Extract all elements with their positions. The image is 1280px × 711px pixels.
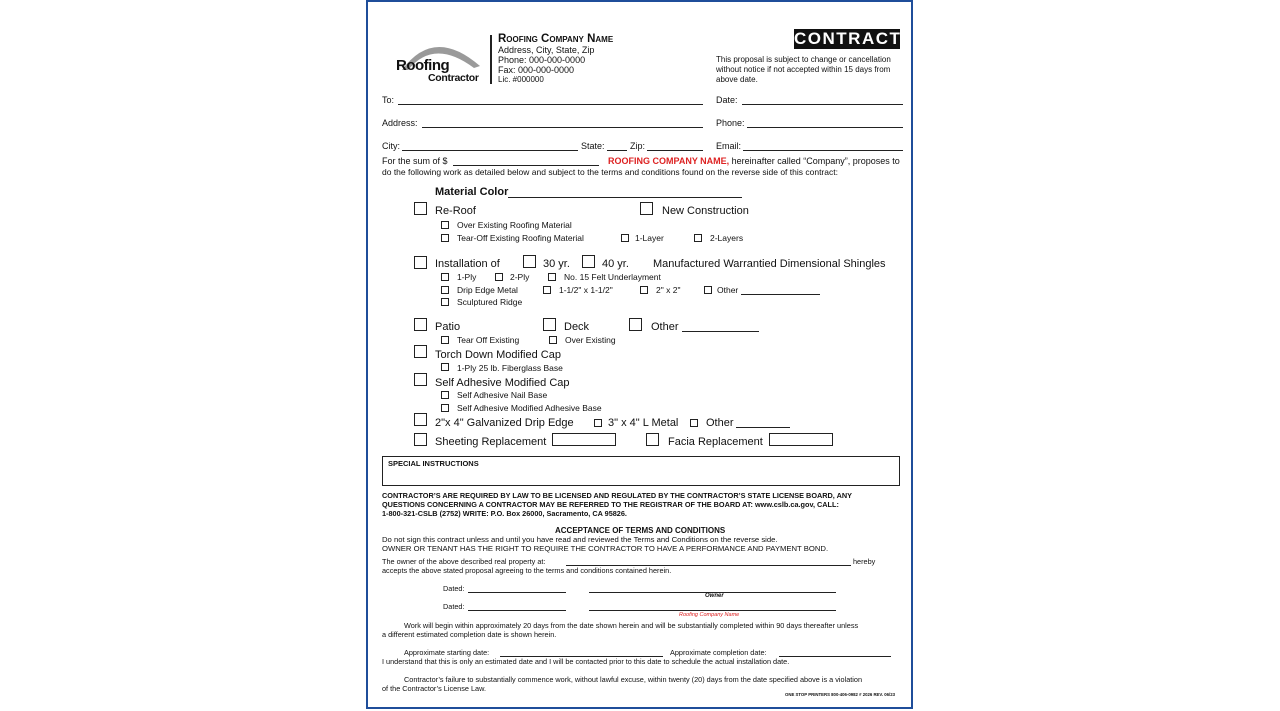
accepts-line: accepts the above stated proposal agreeing to the terms and conditions contained herein.: [382, 566, 672, 575]
one-layer-label: 1-Layer: [635, 233, 664, 243]
galvanized-checkbox[interactable]: [414, 413, 427, 426]
over-existing-patio-label: Over Existing: [565, 335, 616, 345]
sum-field[interactable]: [453, 165, 599, 166]
special-instructions-box[interactable]: [382, 456, 900, 486]
owner-date-field[interactable]: [468, 592, 566, 593]
over-existing-checkbox[interactable]: [441, 221, 449, 229]
notice-line-1: This proposal is subject to change or cancellation: [716, 55, 891, 64]
reroof-checkbox[interactable]: [414, 202, 427, 215]
material-color-label: Material Color: [435, 186, 509, 198]
company-signature-field[interactable]: [589, 610, 836, 611]
zip-field[interactable]: [647, 150, 703, 151]
nail-base-checkbox[interactable]: [441, 391, 449, 399]
self-adhesive-label: Self Adhesive Modified Cap: [435, 377, 570, 389]
sheeting-qty-box[interactable]: [552, 433, 616, 446]
understand-line: I understand that this is only an estimated date and I will be contacted prior to this date to schedule the actual installation date.: [382, 657, 790, 666]
logo-word-contractor: Contractor: [428, 72, 479, 84]
printer-footer: ONE STOP PRINTERS 800-406-0982 # 2026 REV. 06/23: [785, 692, 896, 697]
other-l-field[interactable]: [736, 427, 790, 428]
patio-label: Patio: [435, 321, 461, 333]
over-existing-label: Over Existing Roofing Material: [457, 220, 572, 230]
torch-down-label: Torch Down Modified Cap: [435, 349, 561, 361]
city-field[interactable]: [402, 150, 578, 151]
other-drip-checkbox[interactable]: [704, 286, 712, 294]
state-label: State:: [581, 141, 605, 151]
thirty-yr-checkbox[interactable]: [523, 255, 536, 268]
sheeting-checkbox[interactable]: [414, 433, 427, 446]
contract-page: [366, 0, 913, 709]
two-layers-label: 2-Layers: [710, 233, 744, 243]
notice-line-3: above date.: [716, 75, 758, 84]
acceptance-line-2: OWNER OR TENANT HAS THE RIGHT TO REQUIRE THE CONTRACTOR TO HAVE A PERFORMANCE AND PAYMENT BOND.: [382, 544, 829, 553]
other-drip-field[interactable]: [741, 294, 820, 295]
phone-label: Phone:: [716, 118, 745, 128]
other-l-checkbox[interactable]: [690, 419, 698, 427]
one-ply-label: 1-Ply: [457, 272, 477, 282]
company-signature-caption: Roofing Company Name: [679, 612, 740, 618]
fiberglass-base-label: 1-Ply 25 lb. Fiberglass Base: [457, 363, 563, 373]
tear-off-label: Tear-Off Existing Roofing Material: [457, 233, 584, 243]
self-adhesive-checkbox[interactable]: [414, 373, 427, 386]
tear-off-existing-checkbox[interactable]: [441, 336, 449, 344]
sum-company-line: [608, 156, 900, 166]
license-notice-line-1: CONTRACTOR’S ARE REQUIRED BY LAW TO BE LICENSED AND REGULATED BY THE CONTRACTOR’S STATE LICENSE BOARD, ANY: [382, 491, 852, 500]
date-label: Date:: [716, 95, 738, 105]
felt-checkbox[interactable]: [548, 273, 556, 281]
facia-checkbox[interactable]: [646, 433, 659, 446]
deck-checkbox[interactable]: [543, 318, 556, 331]
other-patio-checkbox[interactable]: [629, 318, 642, 331]
special-instructions-label: SPECIAL INSTRUCTIONS: [388, 459, 479, 468]
forty-yr-checkbox[interactable]: [582, 255, 595, 268]
two-layers-checkbox[interactable]: [694, 234, 702, 242]
company-fax: Fax: 000-000-0000: [498, 65, 575, 75]
sheeting-label: Sheeting Replacement: [435, 436, 547, 448]
reroof-label: Re-Roof: [435, 205, 476, 217]
deck-label: Deck: [564, 321, 590, 333]
contract-title: CONTRACT: [794, 29, 902, 48]
hereby-label: hereby: [853, 557, 876, 566]
to-field[interactable]: [398, 104, 703, 105]
drip-edge-metal-checkbox[interactable]: [441, 286, 449, 294]
acceptance-title: ACCEPTANCE OF TERMS AND CONDITIONS: [555, 526, 726, 535]
sculptured-ridge-checkbox[interactable]: [441, 298, 449, 306]
sum-company-name: ROOFING COMPANY NAME,: [608, 156, 730, 166]
new-construction-checkbox[interactable]: [640, 202, 653, 215]
address-label: Address:: [382, 118, 418, 128]
new-construction-label: New Construction: [662, 205, 749, 217]
tear-off-checkbox[interactable]: [441, 234, 449, 242]
email-label: Email:: [716, 141, 742, 151]
company-name: Roofing Company Name: [498, 33, 614, 45]
two-ply-label: 2-Ply: [510, 272, 530, 282]
logo-divider: [490, 35, 492, 84]
state-field[interactable]: [607, 150, 627, 151]
sculptured-ridge-label: Sculptured Ridge: [457, 297, 523, 307]
facia-qty-box[interactable]: [769, 433, 833, 446]
torch-down-checkbox[interactable]: [414, 345, 427, 358]
size-1-5-label: 1-1/2" x 1-1/2": [559, 285, 613, 295]
sum-line-2: do the following work as detailed below and subject to the terms and conditions found on the reverse side of this contract:: [382, 167, 838, 177]
installation-checkbox[interactable]: [414, 256, 427, 269]
material-color-field[interactable]: [508, 197, 742, 198]
size-2-label: 2" x 2": [656, 285, 681, 295]
one-ply-checkbox[interactable]: [441, 273, 449, 281]
sum-suffix: hereinafter called “Company”, proposes to: [729, 156, 900, 166]
failure-line-1: Contractor’s failure to substantially commence work, without lawful excuse, within twenty (20) days from the date specified above is a violation: [404, 675, 863, 684]
failure-line-2: of the Contractor’s License Law.: [382, 684, 486, 693]
sum-prefix: For the sum of $: [382, 156, 448, 166]
adhesive-base-label: Self Adhesive Modified Adhesive Base: [457, 403, 602, 413]
one-layer-checkbox[interactable]: [621, 234, 629, 242]
company-license: Lic. #000000: [498, 75, 544, 84]
l-metal-checkbox[interactable]: [594, 419, 602, 427]
city-label: City:: [382, 141, 400, 151]
work-begin-line-1: Work will begin within approximately 20 days from the date shown herein and will be substantially completed within 90 days thereafter unless: [404, 621, 859, 630]
zip-label: Zip:: [630, 141, 646, 151]
nail-base-label: Self Adhesive Nail Base: [457, 390, 548, 400]
company-date-field[interactable]: [468, 610, 566, 611]
drip-edge-metal-label: Drip Edge Metal: [457, 285, 518, 295]
size-2-checkbox[interactable]: [640, 286, 648, 294]
dated-label-2: Dated:: [443, 602, 465, 611]
size-1-5-checkbox[interactable]: [543, 286, 551, 294]
to-label: To:: [382, 95, 395, 105]
work-begin-line-2: a different estimated completion date is shown herein.: [382, 630, 557, 639]
two-ply-checkbox[interactable]: [495, 273, 503, 281]
acceptance-line-1: Do not sign this contract unless and until you have read and reviewed the Terms and Conditions on the reverse side.: [382, 535, 778, 544]
fiberglass-base-checkbox[interactable]: [441, 363, 449, 371]
other-l-label: Other: [706, 417, 734, 429]
company-phone: Phone: 000-000-0000: [498, 55, 586, 65]
patio-checkbox[interactable]: [414, 318, 427, 331]
phone-field[interactable]: [747, 127, 903, 128]
license-notice-line-2: QUESTIONS CONCERNING A CONTRACTOR MAY BE REFERRED TO THE REGISTRAR OF THE BOARD AT: www.cslb.ca.gov, CALL:: [382, 500, 839, 509]
adhesive-base-checkbox[interactable]: [441, 404, 449, 412]
owner-property-label: The owner of the above described real property at:: [382, 557, 546, 566]
facia-label: Facia Replacement: [668, 436, 763, 448]
galvanized-label: 2"x 4" Galvanized Drip Edge: [435, 417, 574, 429]
shingles-label: Manufactured Warrantied Dimensional Shingles: [653, 258, 886, 270]
thirty-yr-label: 30 yr.: [543, 258, 570, 270]
company-address: Address, City, State, Zip: [498, 45, 595, 55]
address-field[interactable]: [422, 127, 703, 128]
logo-word-roofing: Roofing: [396, 57, 450, 74]
license-notice-line-3: 1-800-321-CSLB (2752) WRITE: P.O. Box 26000, Sacramento, CA 95826.: [382, 509, 627, 518]
owner-caption: Owner: [705, 593, 724, 599]
completion-date-field[interactable]: [779, 656, 891, 657]
other-drip-label: Other: [717, 285, 739, 295]
completion-date-label: Approximate completion date:: [670, 648, 767, 657]
tear-off-existing-label: Tear Off Existing: [457, 335, 520, 345]
installation-label: Installation of: [435, 258, 500, 270]
other-patio-label: Other: [651, 321, 679, 333]
forty-yr-label: 40 yr.: [602, 258, 629, 270]
other-patio-field[interactable]: [682, 331, 759, 332]
over-existing-patio-checkbox[interactable]: [549, 336, 557, 344]
date-field[interactable]: [742, 104, 903, 105]
dated-label-1: Dated:: [443, 584, 465, 593]
felt-label: No. 15 Felt Underlayment: [564, 272, 661, 282]
l-metal-label: 3" x 4" L Metal: [608, 417, 679, 429]
start-date-label: Approximate starting date:: [404, 648, 490, 657]
notice-line-2: without notice if not accepted within 15 days from: [716, 65, 891, 74]
email-field[interactable]: [743, 150, 903, 151]
